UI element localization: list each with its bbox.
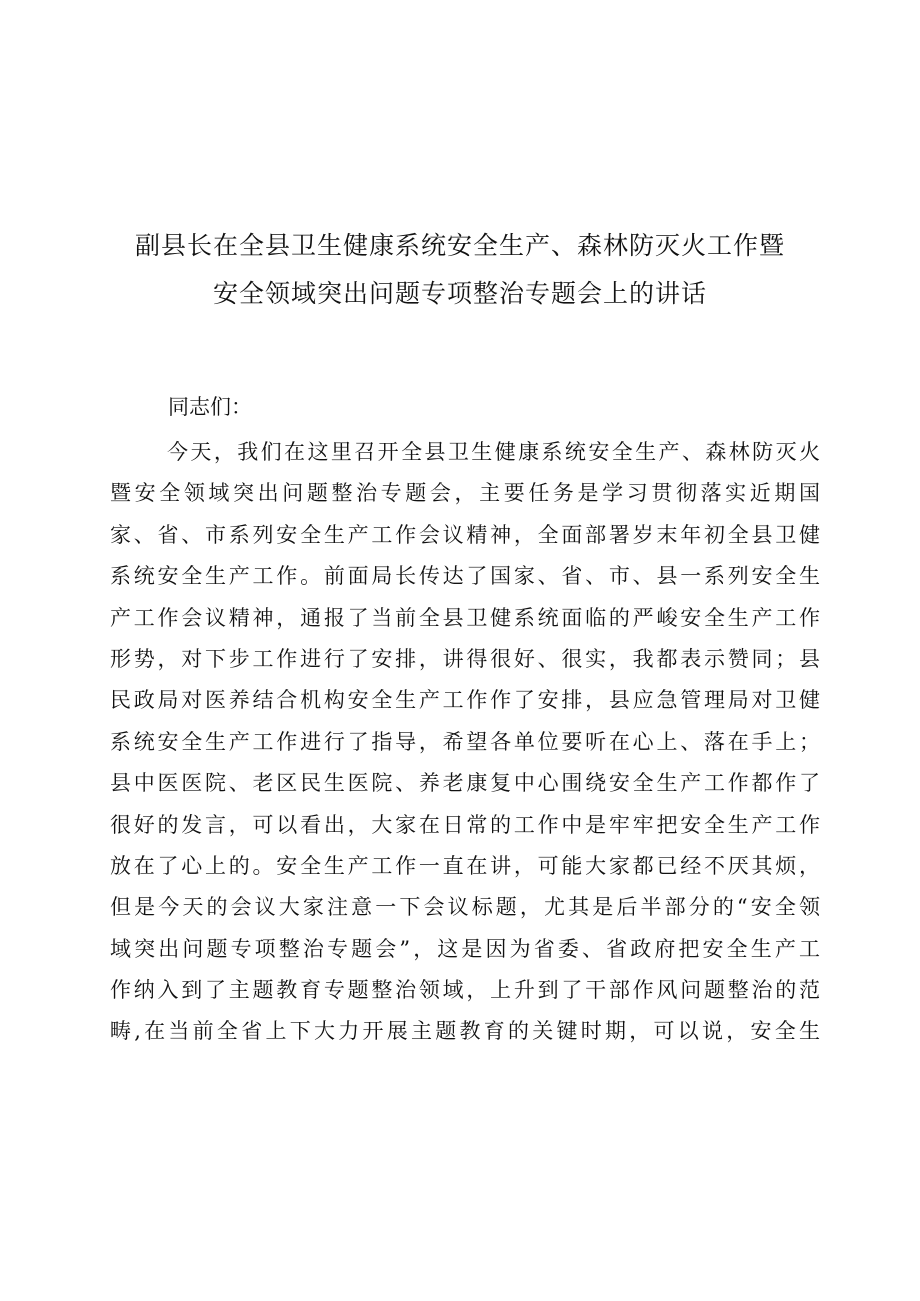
body-line: 产工作会议精神，通报了当前全县卫健系统面临的严峻安全生产工作 <box>110 605 820 630</box>
document-title <box>0 222 920 318</box>
body-line: 家、省、市系列安全生产工作会议精神，全面部署岁末年初全县卫健 <box>110 522 820 547</box>
body-line: 暨安全领域突出问题整治专题会，主要任务是学习贯彻落实近期国 <box>110 481 820 506</box>
body-line: 很好的发言，可以看出，大家在日常的工作中是牢牢把安全生产工作 <box>110 812 820 837</box>
body-line: 域突出问题专项整治专题会”，这是因为省委、省政府把安全生产工 <box>110 936 820 961</box>
title-line: 安全领域突出问题专项整治专题会上的讲话 <box>212 279 707 308</box>
body-line: 畴,在当前全省上下大力开展主题教育的关键时期，可以说，安全生 <box>110 1019 820 1044</box>
body-line: 民政局对医养结合机构安全生产工作作了安排，县应急管理局对卫健 <box>110 688 820 713</box>
salutation: 同志们： <box>168 395 252 419</box>
body-line: 放在了心上的。安全生产工作一直在讲，可能大家都已经不厌其烦， <box>110 853 820 878</box>
body-line: 县中医医院、老区民生医院、养老康复中心围绕安全生产工作都作了 <box>110 771 820 796</box>
body-line: 作纳入到了主题教育专题整治领域，上升到了干部作风问题整治的范 <box>110 978 820 1003</box>
body-line: 今天，我们在这里召开全县卫生健康系统安全生产、森林防灭火 <box>167 440 820 464</box>
body-line: 系统安全生产工作。前面局长传达了国家、省、市、县一系列安全生 <box>110 564 820 589</box>
speech-body <box>110 432 820 1053</box>
body-line: 系统安全生产工作进行了指导，希望各单位要听在心上、落在手上； <box>110 729 820 754</box>
title-line: 副县长在全县卫生健康系统安全生产、森林防灭火工作暨 <box>134 231 785 260</box>
body-line: 但是今天的会议大家注意一下会议标题，尤其是后半部分的“安全领 <box>110 895 820 920</box>
body-line: 形势，对下步工作进行了安排，讲得很好、很实，我都表示赞同；县 <box>110 646 820 671</box>
